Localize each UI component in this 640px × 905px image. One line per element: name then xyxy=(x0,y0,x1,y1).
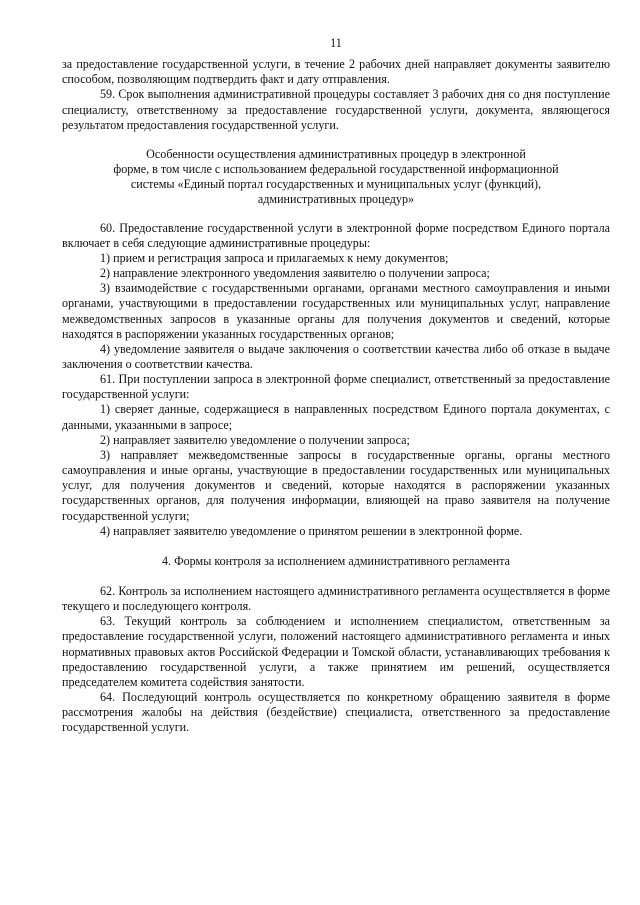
heading-line: системы «Единый портал государственных и муниципальных услуг (функций), xyxy=(130,177,542,192)
paragraph-p61-3: 3) направляет межведомственные запросы в государственные органы, органы местного самоуправления и иные органы, участвующие в предоставлении государственных или муниципальных услуг, для получения документов и сведений, которые находятся в распоряжении указанных государственных органов, для получения информации, влияющей на право заявителя на получение государственной услуги; xyxy=(62,447,610,523)
document-page xyxy=(62,36,610,736)
paragraph-p60: 60. Предоставление государственной услуги в электронной форме посредством Единого портала включает в себя следующие административные процедуры: xyxy=(62,220,610,250)
heading-line: административных процедур» xyxy=(257,192,415,207)
paragraph-p-cont: за предоставление государственной услуги, в течение 2 рабочих дней направляет документы заявителю способом, позволяющим подтвердить факт и дату отправления. xyxy=(62,57,610,87)
paragraph-p59: 59. Срок выполнения административной процедуры составляет 3 рабочих дня со дня поступление специалисту, ответственному за предоставление государственной услуги, документа, являющегося результатом предоставления государственной услуги. xyxy=(62,87,610,132)
section-heading-electronic xyxy=(62,147,610,208)
page-number: 11 xyxy=(330,36,342,50)
paragraph-p64: 64. Последующий контроль осуществляется по конкретному обращению заявителя в форме рассмотрения жалобы на действия (бездействие) специалиста, ответственного за предоставление государственной услуги. xyxy=(62,690,610,735)
paragraph-p60-4: 4) уведомление заявителя о выдаче заключения о соответствии качества либо об отказе в выдаче заключения о соответствии качества. xyxy=(62,341,610,371)
heading-line: форме, в том числе с использованием федеральной государственной информационной xyxy=(113,162,559,177)
paragraph-p61: 61. При поступлении запроса в электронной форме специалист, ответственный за предоставление государственной услуги: xyxy=(62,372,610,402)
paragraph-group-procedure xyxy=(62,57,610,133)
paragraph-p60-3: 3) взаимодействие с государственными органами, органами местного самоуправления и иными органами, участвующими в предоставлении государственных или муниципальных услуг, направление межведомственных запросов в указанные органы для получения документов и сведений, которые находятся в распоряжении указанных государственных органов; xyxy=(62,281,610,341)
paragraph-p62: 62. Контроль за исполнением настоящего административного регламента осуществляется в форме текущего и последующего контроля. xyxy=(62,584,610,614)
paragraph-p63: 63. Текущий контроль за соблюдением и исполнением специалистом, ответственным за предоставление государственной услуги, положений настоящего административного регламента и иных нормативных правовых актов Российской Федерации и Томской области, устанавливающих требования к предоставлению государственной услуги, а также принятием им решений, осуществляется председателем комитета содействия занятости. xyxy=(62,614,610,689)
heading-line: Особенности осуществления административных процедур в электронной xyxy=(146,146,526,161)
paragraph-p60-2: 2) направление электронного уведомления заявителю о получении запроса; xyxy=(100,266,490,281)
section-heading-control: 4. Формы контроля за исполнением административного регламента xyxy=(161,553,511,568)
paragraph-p60-1: 1) прием и регистрация запроса и прилагаемых к нему документов; xyxy=(100,250,449,265)
paragraph-p61-1: 1) сверяет данные, содержащиеся в направленных посредством Единого портала документах, с данными, указанными в запросе; xyxy=(62,402,610,432)
paragraph-p61-4: 4) направляет заявителю уведомление о принятом решении в электронной форме. xyxy=(100,523,523,538)
paragraph-group-control xyxy=(62,584,610,736)
paragraph-p61-2: 2) направляет заявителю уведомление о получении запроса; xyxy=(100,432,410,447)
paragraph-group-electronic xyxy=(62,221,610,539)
